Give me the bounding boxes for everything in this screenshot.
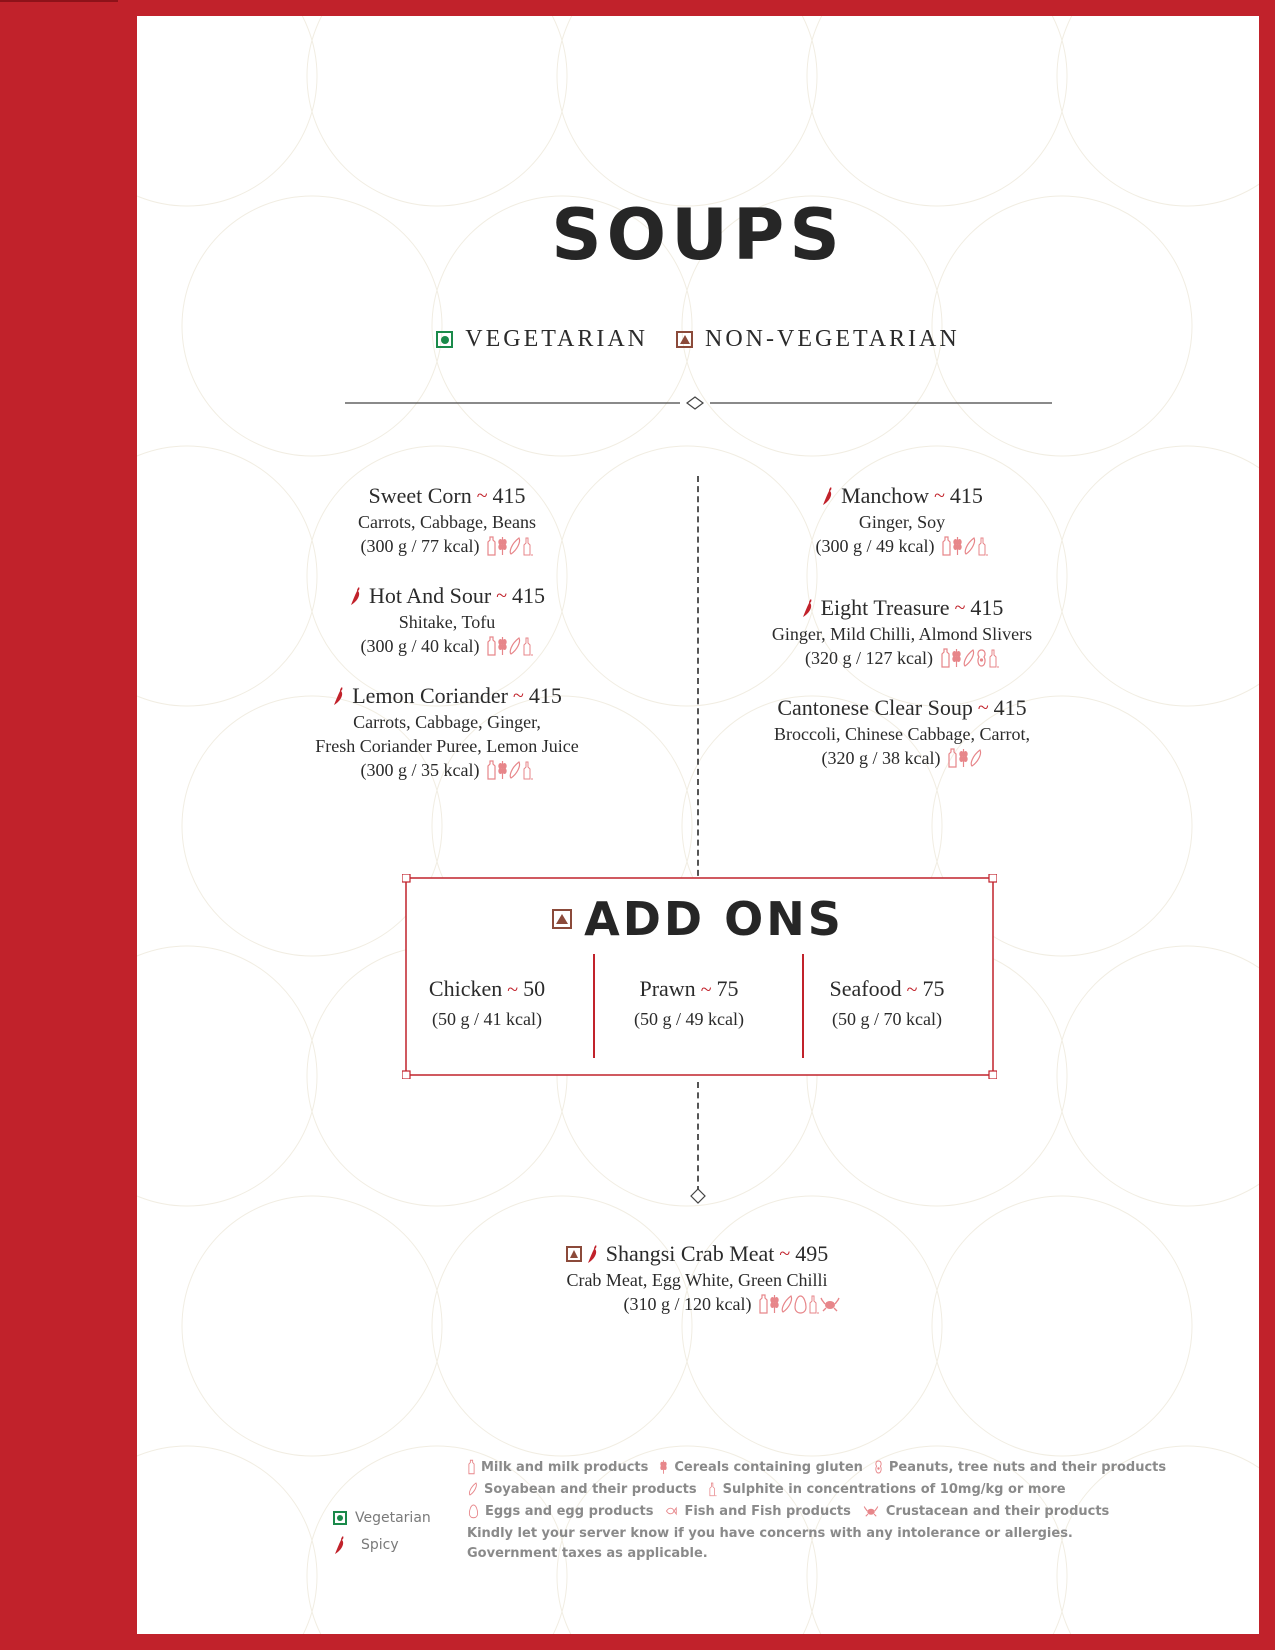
menu-item-meta: [722, 646, 1082, 670]
menu-item-name: Hot And Sour: [368, 583, 492, 608]
menu-item-title: [267, 682, 627, 710]
gluten-icon: [952, 536, 963, 556]
allergen-key-label: Crustacean and their products: [885, 1503, 1110, 1519]
footer-note: Kindly let your server know if you have concerns with any intolerance or allergies.: [467, 1526, 1073, 1541]
footer-note: Government taxes as applicable.: [467, 1546, 708, 1561]
menu-item-portion: (300 g / 40 kcal): [360, 636, 480, 656]
allergen-icons: [942, 536, 988, 556]
milk-icon: [759, 1294, 768, 1314]
sulphite-icon: [808, 1294, 819, 1314]
allergen-key-item: [873, 1457, 1166, 1477]
menu-item-description: Ginger, Mild Chilli, Almond Slivers: [771, 624, 1033, 644]
addon-portion: (50 g / 41 kcal): [432, 1009, 542, 1029]
soy-icon: [964, 536, 976, 556]
soy-icon: [963, 648, 975, 668]
allergen-key-label: Peanuts, tree nuts and their products: [888, 1459, 1167, 1475]
menu-item-title: [722, 694, 1082, 722]
milk-icon: [487, 636, 496, 656]
symbol-legend-vegetarian: [333, 1504, 431, 1531]
allergen-key-label: Soyabean and their products: [484, 1481, 697, 1497]
addons-title: [137, 892, 1259, 946]
chili-icon: [332, 686, 346, 706]
menu-item-description: Broccoli, Chinese Cabbage, Carrot,: [774, 724, 1030, 744]
price-separator: ~: [977, 697, 989, 719]
symbol-legend: [333, 1504, 431, 1558]
crustacean-icon: [820, 1296, 840, 1312]
peanut-icon: [976, 648, 987, 668]
menu-item-price: 415: [492, 483, 526, 508]
fish-icon: [665, 1506, 677, 1517]
addon-portion: (50 g / 49 kcal): [634, 1009, 744, 1029]
sulphite-icon: [977, 536, 988, 556]
addon-item: [787, 974, 987, 1033]
allergen-key-row: [467, 1500, 1187, 1522]
addon-name: Chicken: [428, 976, 503, 1001]
menu-item-portion: (320 g / 127 kcal): [805, 648, 933, 668]
chili-icon: [801, 598, 815, 618]
addon-price: 50: [523, 976, 546, 1001]
menu-item-description: Crab Meat, Egg White, Green Chilli: [566, 1270, 828, 1290]
price-separator: ~: [496, 585, 508, 607]
allergen-icons: [487, 636, 533, 656]
menu-item-name: Sweet Corn: [368, 483, 472, 508]
menu-item-portion: (310 g / 120 kcal): [623, 1294, 752, 1314]
price-separator: ~: [700, 979, 712, 1001]
allergen-key: [467, 1456, 1187, 1564]
menu-item-title: [267, 482, 627, 510]
allergen-key-item: [467, 1479, 697, 1499]
gluten-icon: [497, 536, 508, 556]
sulphite-icon: [988, 648, 999, 668]
chili-icon: [333, 1535, 347, 1555]
allergen-key-item: [861, 1503, 1109, 1519]
menu-item-title: [722, 594, 1082, 622]
allergen-key-label: Eggs and egg products: [485, 1503, 654, 1519]
allergen-icons: [487, 536, 533, 556]
price-separator: ~: [779, 1243, 791, 1265]
menu-item: [722, 594, 1082, 670]
menu-item-description: Fresh Coriander Puree, Lemon Juice: [315, 736, 579, 756]
symbol-legend-vegetarian-label: Vegetarian: [355, 1509, 431, 1526]
addon-price: 75: [716, 976, 739, 1001]
menu-item-title: [467, 1240, 927, 1268]
ornament-divider: [345, 396, 1052, 410]
chili-icon: [349, 586, 363, 606]
soy-icon: [509, 760, 521, 780]
soy-icon: [469, 1482, 478, 1497]
milk-icon: [487, 760, 496, 780]
column-divider: [697, 476, 699, 886]
menu-item-meta: [722, 746, 1082, 770]
menu-item-meta: [267, 534, 627, 558]
gluten-icon: [497, 636, 508, 656]
allergen-key-item: [707, 1479, 1066, 1499]
corner-line: [0, 0, 118, 2]
allergen-key-item: [658, 1457, 863, 1477]
milk-icon: [942, 536, 951, 556]
menu-item-name: Cantonese Clear Soup: [777, 695, 973, 720]
addons-title-text: ADD ONS: [584, 892, 844, 946]
menu-item-title: [267, 582, 627, 610]
price-separator: ~: [507, 979, 519, 1001]
allergen-key-item: [467, 1501, 653, 1521]
gluten-icon: [951, 648, 962, 668]
vegetarian-icon: [436, 331, 453, 348]
allergen-key-item: [663, 1504, 850, 1519]
price-separator: ~: [934, 485, 945, 507]
allergen-key-item: [467, 1457, 648, 1477]
menu-item-description: Ginger, Soy: [858, 512, 946, 532]
chili-icon: [821, 486, 835, 506]
symbol-legend-spicy: [333, 1531, 431, 1558]
gluten-icon: [660, 1460, 668, 1475]
crustacean-icon: [863, 1505, 878, 1517]
price-separator: ~: [512, 685, 524, 707]
bottom-divider: [697, 1082, 699, 1192]
menu-item-price: 415: [993, 695, 1027, 720]
sulphite-icon: [708, 1482, 716, 1497]
addon-price: 75: [922, 976, 945, 1001]
price-separator: ~: [954, 597, 966, 619]
milk-icon: [487, 536, 496, 556]
price-separator: ~: [906, 979, 918, 1001]
non-vegetarian-icon: [566, 1246, 582, 1262]
menu-item-portion: (300 g / 35 kcal): [360, 760, 480, 780]
sulphite-icon: [522, 760, 533, 780]
sulphite-icon: [522, 636, 533, 656]
menu-item-price: 415: [512, 583, 546, 608]
footer-notes: [467, 1524, 1187, 1564]
allergen-key-label: Milk and milk products: [481, 1459, 649, 1475]
allergen-key-label: Sulphite in concentrations of 10mg/kg or more: [722, 1481, 1066, 1497]
sulphite-icon: [522, 536, 533, 556]
allergen-icons: [759, 1294, 840, 1314]
addon-name: Prawn: [639, 976, 696, 1001]
menu-item-description: Shitake, Tofu: [398, 612, 496, 632]
legend-non-vegetarian-label: NON-VEGETARIAN: [705, 326, 960, 352]
menu-item-description: Carrots, Cabbage, Beans: [358, 512, 536, 532]
menu-item-portion: (300 g / 49 kcal): [815, 536, 935, 556]
menu-item-meta: [722, 534, 1082, 558]
special-menu-item: [467, 1240, 927, 1316]
legend-vegetarian-label: VEGETARIAN: [465, 326, 648, 352]
non-vegetarian-icon: [676, 331, 693, 348]
menu-item-portion: (320 g / 38 kcal): [821, 748, 941, 768]
page-title: SOUPS: [551, 194, 845, 276]
legend-vegetarian: [436, 326, 648, 353]
menu-item-price: 415: [949, 483, 983, 508]
allergen-icons: [941, 648, 999, 668]
legend-non-vegetarian: [676, 326, 960, 353]
menu-item-name: Lemon Coriander: [352, 683, 508, 708]
peanut-icon: [874, 1460, 882, 1475]
menu-item-meta: [267, 758, 627, 782]
soy-icon: [509, 536, 521, 556]
non-vegetarian-icon: [552, 909, 572, 929]
menu-item: [267, 482, 627, 558]
addon-item: [387, 974, 587, 1033]
gluten-icon: [497, 760, 508, 780]
egg-icon: [794, 1294, 807, 1314]
addon-item: [589, 974, 789, 1033]
menu-item-price: 415: [528, 683, 562, 708]
menu-item: [722, 482, 1082, 558]
addon-portion: (50 g / 70 kcal): [832, 1009, 942, 1029]
menu-item-price: 415: [970, 595, 1004, 620]
menu-item: [267, 582, 627, 658]
soy-icon: [509, 636, 521, 656]
allergen-key-row: [467, 1456, 1187, 1478]
addon-name: Seafood: [829, 976, 902, 1001]
menu-item-portion: (300 g / 77 kcal): [360, 536, 480, 556]
menu-item-description: Carrots, Cabbage, Ginger,: [353, 712, 541, 732]
gluten-icon: [958, 748, 969, 768]
addon-title: [387, 974, 587, 1005]
allergen-key-label: Cereals containing gluten: [674, 1459, 863, 1475]
menu-item-price: 495: [795, 1241, 829, 1266]
diet-legend: [137, 326, 1259, 353]
menu-item: [722, 694, 1082, 770]
soy-icon: [781, 1294, 793, 1314]
milk-icon: [948, 748, 957, 768]
vegetarian-icon: [333, 1511, 347, 1525]
price-separator: ~: [476, 485, 488, 507]
milk-icon: [941, 648, 950, 668]
allergen-icons: [487, 760, 533, 780]
ornament-diamond: [690, 1188, 706, 1204]
menu-item-name: Manchow: [841, 483, 930, 508]
soy-icon: [970, 748, 982, 768]
menu-item: [267, 682, 627, 782]
egg-icon: [469, 1504, 479, 1519]
addon-title: [787, 974, 987, 1005]
allergen-key-row: [467, 1478, 1187, 1500]
allergen-icons: [948, 748, 982, 768]
symbol-legend-spicy-label: Spicy: [361, 1536, 399, 1553]
menu-item-title: [722, 482, 1082, 510]
menu-page: [137, 16, 1259, 1634]
menu-item-meta: [267, 634, 627, 658]
gluten-icon: [769, 1294, 780, 1314]
menu-item-meta: [467, 1292, 927, 1316]
allergen-key-label: Fish and Fish products: [684, 1503, 851, 1519]
menu-item-name: Shangsi Crab Meat: [605, 1241, 775, 1266]
addon-title: [589, 974, 789, 1005]
menu-item-name: Eight Treasure: [820, 595, 950, 620]
chili-icon: [586, 1244, 600, 1264]
milk-icon: [468, 1460, 475, 1475]
